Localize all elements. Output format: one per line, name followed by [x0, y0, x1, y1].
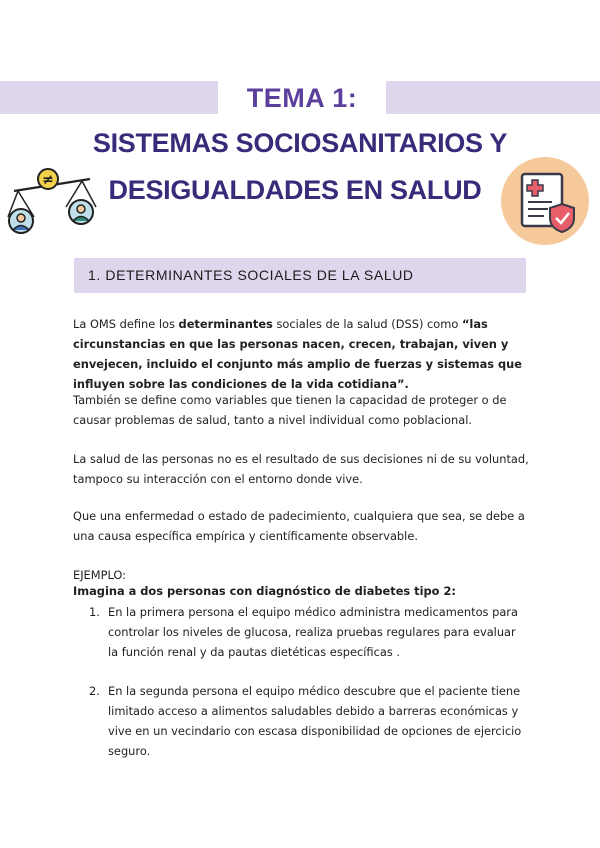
- list-item-number: 1.: [89, 605, 100, 619]
- section-title: 1. DETERMINANTES SOCIALES DE LA SALUD: [88, 267, 414, 283]
- paragraph1-bold-quote: “las circunstancias en que las personas nacen, crecen, trabajan, viven y envejecen, incluido el conjunto más amplio de fuerzas y sistemas que influyen sobre las condiciones de la vida cotidiana”.: [73, 317, 523, 391]
- not-equal-symbol: ≠: [42, 172, 54, 188]
- paragraph-salud-personas: La salud de las personas no es el resultado de sus decisiones ni de su voluntad, tampoco su interacción con el entorno donde vive.: [73, 452, 529, 486]
- health-document-shield-icon: [500, 156, 590, 246]
- paragraph1-text-mid: sociales de la salud (DSS) como: [272, 317, 462, 331]
- list-item-text: En la primera persona el equipo médico administra medicamentos para controlar los niveles de glucosa, realiza pruebas regulares para evaluar la función renal y da pautas dietéticas específicas .: [108, 605, 518, 659]
- example-intro: Imagina a dos personas con diagnóstico de diabetes tipo 2:: [73, 584, 456, 598]
- header-band-right: [386, 81, 600, 114]
- paragraph-definition-variables: También se define como variables que tienen la capacidad de proteger o de causar problemas de salud, tanto a nivel individual como poblacional.: [73, 393, 507, 427]
- example-label: EJEMPLO:: [73, 568, 126, 582]
- paragraph1-text-start: La OMS define los: [73, 317, 179, 331]
- paragraph-enfermedad-causa: Que una enfermedad o estado de padecimiento, cualquiera que sea, se debe a una causa específica empírica y científicamente observable.: [73, 509, 525, 543]
- paragraph1-bold-term: determinantes: [178, 317, 273, 331]
- tema-label: TEMA 1:: [246, 83, 358, 113]
- list-item-text: En la segunda persona el equipo médico descubre que el paciente tiene limitado acceso a alimentos saludables debido a barreras económicas y vive en un vecindario con escasa disponibilidad de opciones de ejercicio seguro.: [108, 684, 522, 758]
- page-title-line2: DESIGUALDADES EN SALUD: [108, 175, 482, 205]
- page-title-line1: SISTEMAS SOCIOSANITARIOS Y: [92, 128, 508, 158]
- paragraph-oms-definition: [73, 314, 533, 394]
- header-band-left: [0, 81, 218, 114]
- list-item-number: 2.: [89, 684, 100, 698]
- scale-inequality-icon: [4, 161, 100, 241]
